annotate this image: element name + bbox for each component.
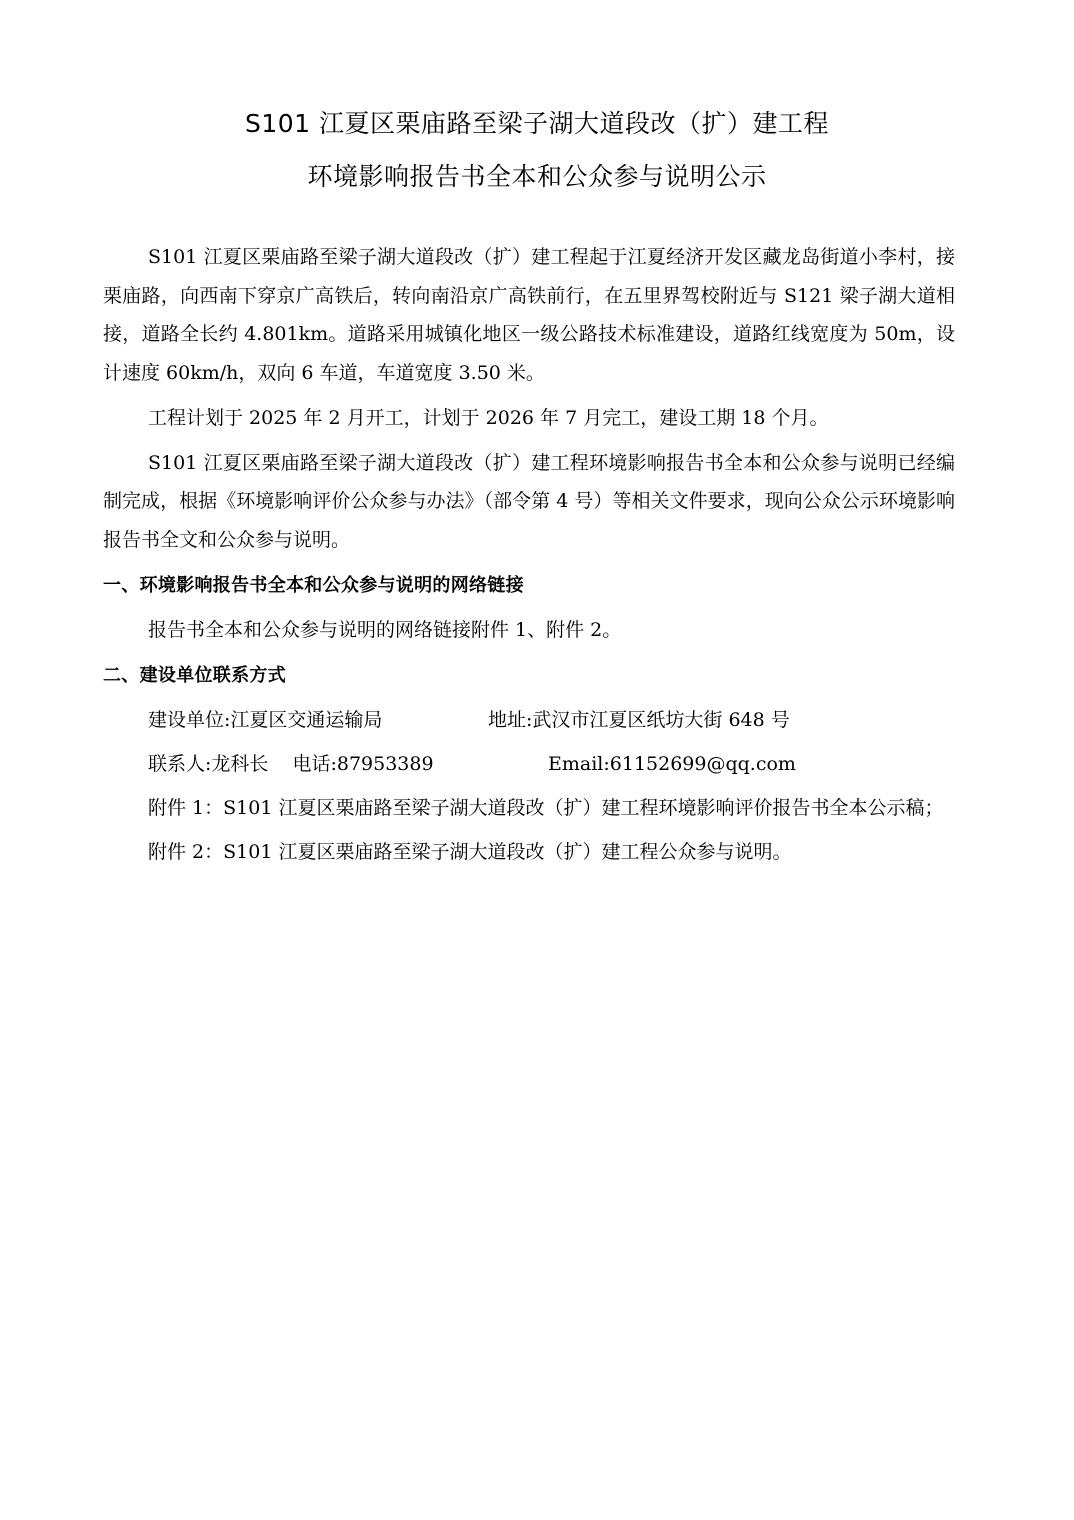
contact-unit: 建设单位:江夏区交通运输局 [148, 708, 383, 731]
section-1-heading: 一、环境影响报告书全本和公众参与说明的网络链接 [103, 574, 524, 596]
document-title-line-1: S101 江夏区栗庙路至梁子湖大道段改（扩）建工程 [244, 109, 830, 138]
contact-unit-line [103, 698, 955, 742]
intro-paragraph: S101 江夏区栗庙路至梁子湖大道段改（扩）建工程起于江夏经济开发区藏龙岛街道小李村，接栗庙路，向西南下穿京广高铁后，转向南沿京广高铁前行，在五里界驾校附近与 S121 梁子湖大道相接，道路全长约 4.801km。道路采用城镇化地区一级公路技术标准建设，道路红线宽度为 50m，设计速度 60km/h，双向 6 车道，车道宽度 3.50 米。 [103, 246, 955, 385]
attachment-1: 附件 1：S101 江夏区栗庙路至梁子湖大道段改（扩）建工程环境影响评价报告书全本公示稿； [148, 796, 944, 819]
section-1-text: 报告书全本和公众参与说明的网络链接附件 1、附件 2。 [148, 618, 622, 641]
contact-email: Email:61152699@qq.com [548, 752, 796, 775]
contact-person: 联系人:龙科长 [148, 752, 269, 775]
document-title-line-2: 环境影响报告书全本和公众参与说明公示 [307, 162, 767, 191]
document-body [103, 238, 955, 874]
schedule-paragraph: 工程计划于 2025 年 2 月开工，计划于 2026 年 7 月完工，建设工期 18 个月。 [148, 406, 829, 429]
attachment-2: 附件 2：S101 江夏区栗庙路至梁子湖大道段改（扩）建工程公众参与说明。 [148, 840, 792, 863]
contact-phone: 电话:87953389 [292, 752, 434, 775]
section-2-heading: 二、建设单位联系方式 [103, 664, 286, 686]
notice-paragraph: S101 江夏区栗庙路至梁子湖大道段改（扩）建工程环境影响报告书全本和公众参与说明已经编制完成，根据《环境影响评价公众参与办法》（部令第 4 号）等相关文件要求，现向公众公示环境影响报告书全文和公众参与说明。 [103, 451, 955, 551]
contact-address: 地址:武汉市江夏区纸坊大街 648 号 [488, 708, 790, 731]
contact-person-line [103, 742, 955, 786]
